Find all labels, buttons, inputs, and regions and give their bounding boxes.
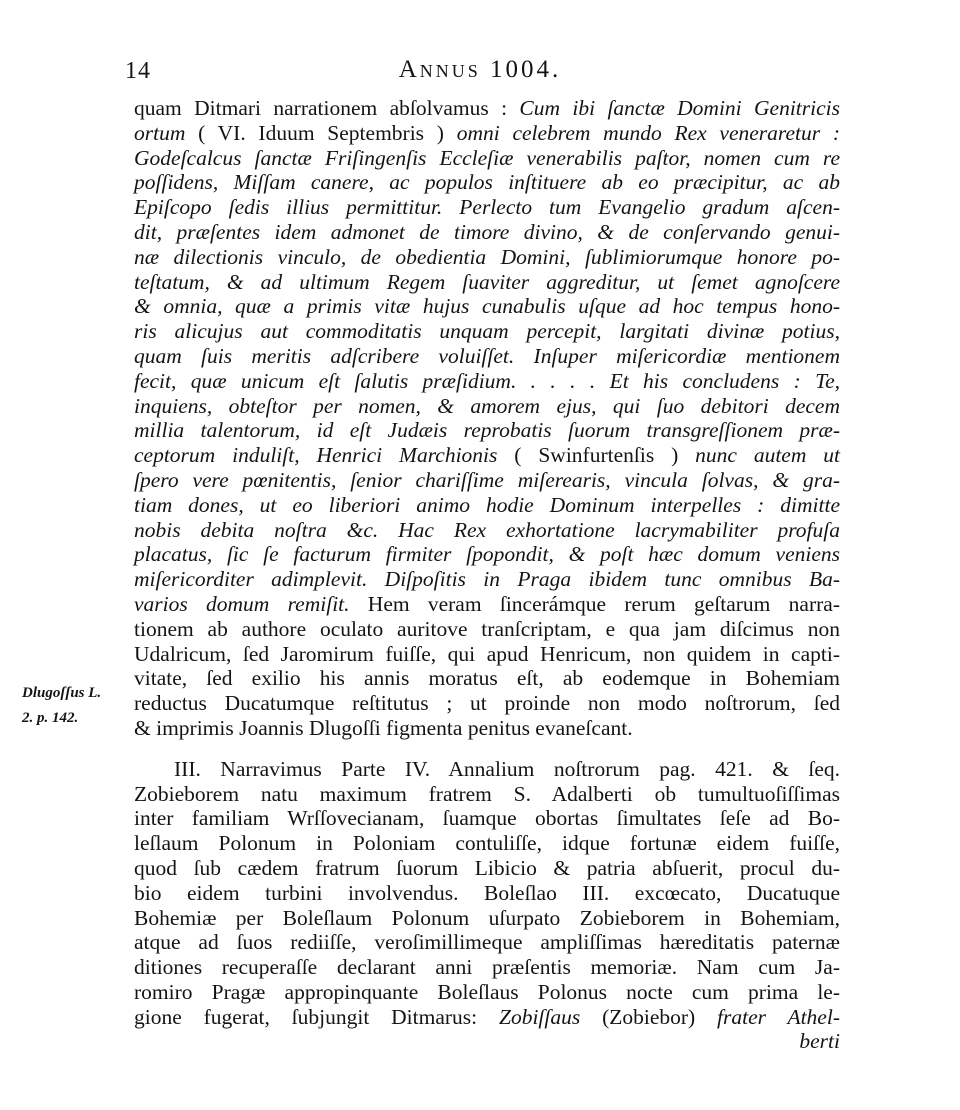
text-line: atque ad ſuos rediiſſe, veroſimillimeque ampliſſimas hæreditatis paternæ [134, 930, 840, 955]
text-line [134, 195, 840, 220]
text-segment: fecit, quæ unicum eſt ſalutis præſidium. . . . . Et his concludens : Te, [134, 368, 840, 393]
text-segment: nunc autem ut [695, 443, 840, 468]
text-line [134, 518, 840, 543]
text-segment: ris alicujus aut commoditatis unquam percepit, largitati divinæ potius, [134, 319, 840, 344]
text-line [134, 567, 840, 592]
text-line: quod ſub cædem fratrum ſuorum Libicio & patria abſuerit, procul du- [134, 855, 840, 880]
text-line [134, 344, 840, 369]
text-segment: ſpero vere pœnitentis, ſenior chariſſime miſerearis, vincula ſolvas, & gra- [134, 467, 840, 492]
text-line [134, 294, 840, 319]
text-line: romiro Pragæ appropinquante Boleſlaus Polonus nocte cum prima le- [134, 979, 840, 1004]
text-segment: gione fugerat, ſubjungit Ditmarus: [134, 1004, 499, 1029]
running-head [0, 56, 960, 84]
body-text [134, 96, 840, 1054]
text-line: III. Narravimus Parte IV. Annalium noſtrorum pag. 421. & ſeq. [174, 756, 840, 781]
text-line: Bohemiæ per Boleſlaum Polonum uſurpato Zobieborem in Bohemiam, [134, 905, 840, 930]
text-line [134, 245, 840, 270]
text-line: inter familiam Wrſſovecianam, ſuamque obortas ſimultates ſeſe ad Bo- [134, 806, 840, 831]
text-line: Zobieborem natu maximum fratrem S. Adalberti ob tumultuoſiſſimas [134, 781, 840, 806]
text-line [134, 121, 840, 146]
margin-note [22, 681, 134, 731]
page-number: 14 [125, 58, 151, 84]
text-segment: Hem veram ſincerámque rerum geſtarum narra- [349, 591, 840, 616]
text-line: leſlaum Polonum in Poloniam contuliſſe, idque fortunæ eidem fuiſſe, [134, 831, 840, 856]
text-segment: vitate, ſed exilio his annis moratus eſt, ab eodemque in Bohemiam [134, 666, 840, 691]
text-segment: næ dilectionis vinculo, de obedientia Domini, ſublimiorumque honore po- [134, 244, 840, 269]
running-head-text: Annus 1004. [398, 56, 562, 83]
text-line [134, 220, 840, 245]
text-line [134, 96, 840, 121]
text-segment: millia talentorum, id eſt Judæis reprobatis ſuorum transgreſſionem præ- [134, 418, 840, 443]
text-segment: Godeſcalcus ſanctæ Friſingenſis Eccleſiæ venerabilis paſtor, nomen cum re [134, 145, 840, 170]
text-line [134, 1005, 840, 1030]
text-segment: nobis debita noſtra &c. Hac Rex exhortatione lacrymabiliter profuſa [134, 517, 840, 542]
text-line [134, 617, 840, 642]
text-line [134, 642, 840, 667]
text-segment: placatus, ſic ſe facturum firmiter ſpopondit, & poſt hæc domum veniens [134, 542, 840, 567]
catchword: berti [799, 1029, 840, 1054]
text-segment: Epiſcopo ſedis illius permittitur. Perlecto tum Evangelio gradum aſcen- [134, 195, 840, 220]
text-segment: & imprimis Joannis Dlugoſſi figmenta penitus evaneſcant. [134, 715, 633, 740]
text-line [134, 394, 840, 419]
text-line [134, 542, 840, 567]
text-line [134, 146, 840, 171]
text-line [134, 716, 840, 741]
text-segment: dit, præſentes idem admonet de timore divino, & de conſervando genui- [134, 219, 840, 244]
text-segment: tionem ab authore oculato auritove tranſcriptam, e qua jam diſcimus non [134, 616, 840, 641]
margin-note-line: 2. p. 142. [22, 709, 79, 726]
text-line: bio eidem turbini involvendus. Boleſlao III. excœcato, Ducatuque [134, 880, 840, 905]
text-segment: (Zobiebor) [602, 1004, 718, 1029]
text-segment: varios domum remiſit. [134, 591, 350, 616]
text-line [134, 418, 840, 443]
text-line [134, 468, 840, 493]
text-segment: frater Athel- [717, 1004, 840, 1029]
text-segment: quam Ditmari narrationem abſolvamus : [134, 96, 520, 120]
text-segment: Cum ibi ſanctæ Domini Genitricis [519, 96, 840, 120]
text-segment: teſtatum, & ad ultimum Regem ſuaviter aggreditur, ut ſemet agnoſcere [134, 269, 840, 294]
text-line [134, 270, 840, 295]
text-segment: miſericorditer adimplevit. Diſpoſitis in Praga ibidem tunc omnibus Ba- [134, 567, 840, 592]
text-segment: ( Swinfurtenſis ) [514, 443, 696, 468]
text-line [134, 592, 840, 617]
text-line [134, 493, 840, 518]
paragraph-2 [134, 757, 840, 1055]
text-segment: Udalricum, ſed Jaromirum fuiſſe, qui apud Henricum, non quidem in capti- [134, 641, 840, 666]
paragraph-1 [134, 96, 840, 741]
text-line [134, 691, 840, 716]
text-segment: & omnia, quæ a primis vitæ hujus cunabulis uſque ad hoc tempus hono- [134, 294, 840, 319]
text-segment: ceptorum induliſt, Henrici Marchionis [134, 443, 515, 468]
text-segment: reductus Ducatumque reſtitutus ; ut proinde non modo noſtrorum, ſed [134, 691, 840, 716]
text-line [134, 369, 840, 394]
text-line [134, 319, 840, 344]
margin-note-line: Dlugoſſus L. [22, 685, 102, 701]
text-line [134, 443, 840, 468]
text-segment: inquiens, obteſtor per nomen, & amorem ejus, qui ſuo debitori decem [134, 393, 840, 418]
text-line: ditiones recuperaſſe declarant anni præſentis memoriæ. Nam cum Ja- [134, 955, 840, 980]
text-segment: poſſidens, Miſſam canere, ac populos inſtituere ab eo præcipitur, ac ab [134, 170, 840, 195]
text-segment: quam ſuis meritis adſcribere voluiſſet. Inſuper miſericordiæ mentionem [134, 343, 840, 368]
text-segment: omni celebrem mundo Rex veneraretur : [456, 120, 841, 145]
text-segment: Zobiſſaus [498, 1004, 603, 1029]
text-segment: ortum [134, 120, 186, 145]
text-segment: ( VI. Iduum Septembris ) [185, 120, 457, 145]
text-line [134, 170, 840, 195]
text-line [134, 666, 840, 691]
text-segment: tiam dones, ut eo liberiori animo hodie Dominum interpelles : dimitte [134, 492, 840, 517]
